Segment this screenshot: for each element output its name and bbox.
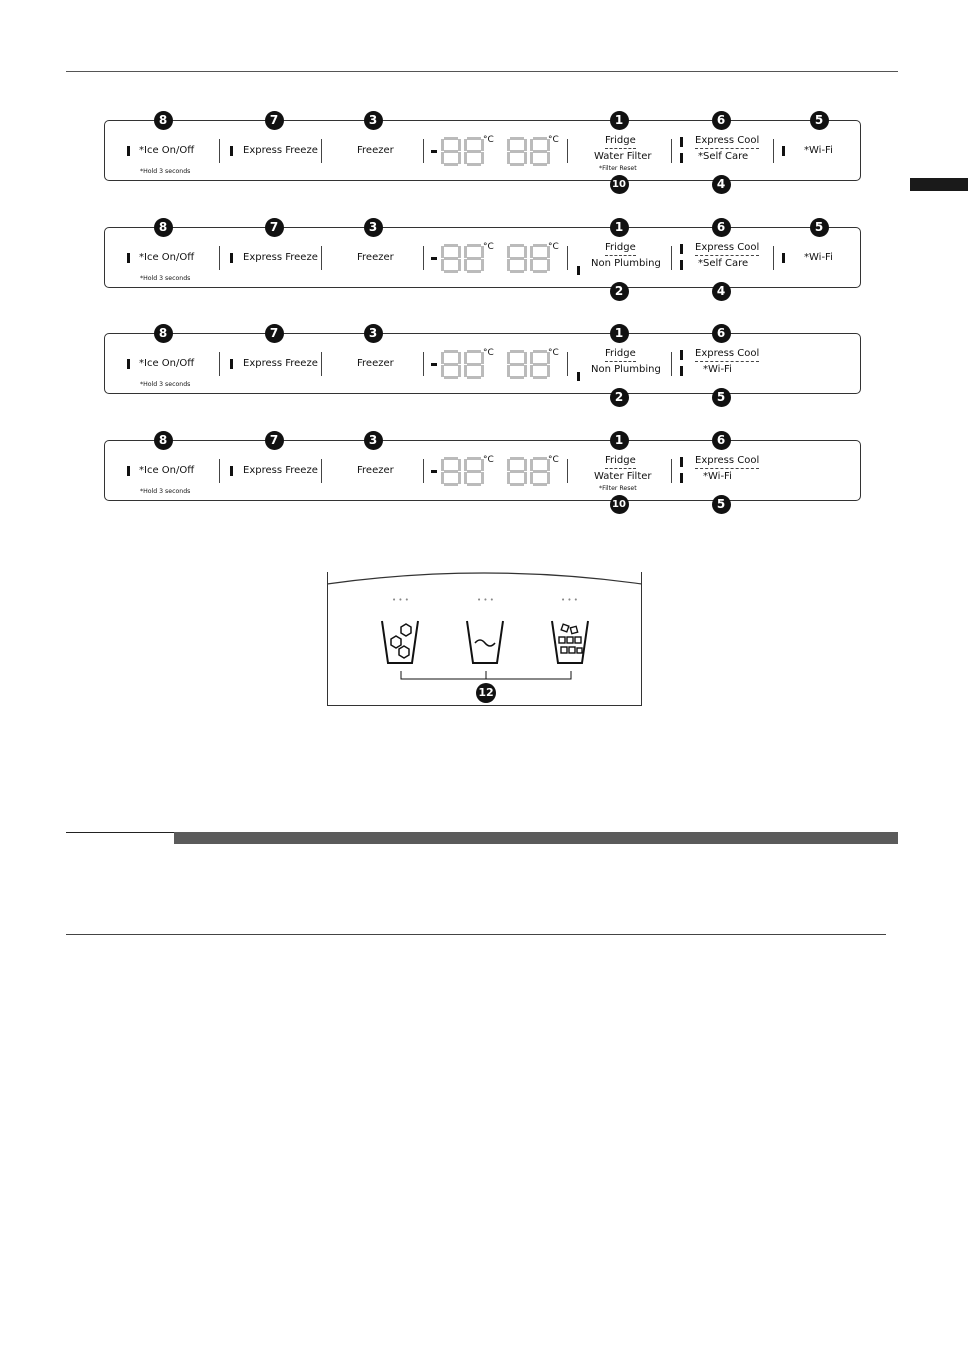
freezer-temp-display bbox=[431, 457, 491, 487]
ice-button[interactable]: *Ice On/Off bbox=[139, 252, 195, 263]
express-cool-indicator bbox=[680, 457, 683, 467]
callout-6: 6 bbox=[712, 324, 731, 343]
fridge-sub-label: Non Plumbing bbox=[591, 258, 661, 269]
freezer-temp-unit: °C bbox=[483, 348, 494, 358]
callout-6: 6 bbox=[712, 431, 731, 450]
ice-button[interactable]: *Ice On/Off bbox=[139, 358, 195, 369]
secondary-indicator bbox=[680, 366, 683, 376]
water-icon[interactable] bbox=[463, 618, 507, 666]
wifi-button[interactable]: *Wi-Fi bbox=[804, 252, 833, 263]
section-tab-marker bbox=[910, 178, 968, 191]
ice-button[interactable]: *Ice On/Off bbox=[139, 465, 195, 476]
freezer-temp-unit: °C bbox=[483, 455, 494, 465]
express-cool-indicator bbox=[680, 137, 683, 147]
divider bbox=[423, 139, 424, 163]
section-rule-black bbox=[66, 832, 174, 833]
section-header-bar bbox=[174, 832, 898, 844]
freezer-temp-display bbox=[431, 244, 491, 274]
fridge-button[interactable]: Fridge bbox=[605, 348, 636, 362]
callout-5: 5 bbox=[810, 111, 829, 130]
callout-8: 8 bbox=[154, 324, 173, 343]
freezer-button[interactable]: Freezer bbox=[357, 358, 394, 369]
fridge-temp-unit: °C bbox=[548, 135, 559, 145]
filter-reset-note: *Filter Reset bbox=[599, 485, 637, 492]
express-freeze-button[interactable]: Express Freeze bbox=[243, 145, 318, 156]
callout-3: 3 bbox=[364, 324, 383, 343]
express-cool-button[interactable]: Express Cool bbox=[695, 135, 759, 149]
fridge-temp-unit: °C bbox=[548, 242, 559, 252]
freezer-temp-display bbox=[431, 137, 491, 167]
express-freeze-indicator bbox=[230, 146, 233, 156]
callout-3: 3 bbox=[364, 111, 383, 130]
callout-4: 4 bbox=[712, 175, 731, 194]
divider bbox=[219, 352, 220, 376]
secondary-indicator bbox=[680, 473, 683, 483]
freezer-button[interactable]: Freezer bbox=[357, 145, 394, 156]
fridge-button[interactable]: Fridge bbox=[605, 242, 636, 256]
callout-1: 1 bbox=[610, 431, 629, 450]
dispenser-dots-3: • • • bbox=[561, 596, 578, 604]
divider bbox=[219, 139, 220, 163]
callout-1: 1 bbox=[610, 324, 629, 343]
express-cool-button[interactable]: Express Cool bbox=[695, 348, 759, 362]
self-care-button[interactable]: *Self Care bbox=[698, 258, 749, 269]
control-panel-1 bbox=[104, 120, 861, 181]
callout-6: 6 bbox=[712, 111, 731, 130]
freezer-temp-unit: °C bbox=[483, 242, 494, 252]
fridge-button[interactable]: Fridge bbox=[605, 455, 636, 469]
ice-button[interactable]: *Ice On/Off bbox=[139, 145, 195, 156]
dispenser-dots-1: • • • bbox=[392, 596, 409, 604]
control-panel-3 bbox=[104, 333, 861, 394]
fridge-temp-unit: °C bbox=[548, 455, 559, 465]
divider bbox=[321, 139, 322, 163]
divider bbox=[567, 352, 568, 376]
dispenser-bracket bbox=[398, 670, 574, 684]
dispenser-dots-2: • • • bbox=[477, 596, 494, 604]
express-freeze-button[interactable]: Express Freeze bbox=[243, 358, 318, 369]
express-freeze-indicator bbox=[230, 359, 233, 369]
hold-note: *Hold 3 seconds bbox=[140, 275, 191, 282]
callout-6: 6 bbox=[712, 218, 731, 237]
divider bbox=[671, 246, 672, 270]
callout-1: 1 bbox=[610, 111, 629, 130]
divider bbox=[671, 139, 672, 163]
wifi-button[interactable]: *Wi-Fi bbox=[703, 471, 732, 482]
express-freeze-indicator bbox=[230, 466, 233, 476]
callout-7: 7 bbox=[265, 218, 284, 237]
ice-indicator bbox=[127, 253, 130, 263]
hold-note: *Hold 3 seconds bbox=[140, 488, 191, 495]
divider bbox=[567, 459, 568, 483]
callout-dispenser: 12 bbox=[476, 683, 496, 703]
callout-2: 2 bbox=[610, 282, 629, 301]
divider bbox=[423, 246, 424, 270]
divider bbox=[321, 459, 322, 483]
ice-indicator bbox=[127, 466, 130, 476]
wifi-button[interactable]: *Wi-Fi bbox=[703, 364, 732, 375]
fridge-sub-label: Water Filter bbox=[594, 151, 652, 162]
callout-5: 5 bbox=[810, 218, 829, 237]
wifi-button[interactable]: *Wi-Fi bbox=[804, 145, 833, 156]
callout-4: 4 bbox=[712, 282, 731, 301]
divider bbox=[423, 352, 424, 376]
callout-10: 10 bbox=[610, 495, 629, 514]
fridge-temp-unit: °C bbox=[548, 348, 559, 358]
hold-note: *Hold 3 seconds bbox=[140, 381, 191, 388]
express-freeze-button[interactable]: Express Freeze bbox=[243, 465, 318, 476]
express-freeze-button[interactable]: Express Freeze bbox=[243, 252, 318, 263]
callout-7: 7 bbox=[265, 324, 284, 343]
divider bbox=[671, 352, 672, 376]
ice-indicator bbox=[127, 146, 130, 156]
non-plumbing-indicator bbox=[577, 266, 580, 275]
callout-3: 3 bbox=[364, 218, 383, 237]
callout-8: 8 bbox=[154, 431, 173, 450]
control-panel-4 bbox=[104, 440, 861, 501]
freezer-button[interactable]: Freezer bbox=[357, 465, 394, 476]
fridge-sub-label: Non Plumbing bbox=[591, 364, 661, 375]
callout-8: 8 bbox=[154, 111, 173, 130]
divider bbox=[321, 246, 322, 270]
secondary-indicator bbox=[680, 153, 683, 163]
express-cool-button[interactable]: Express Cool bbox=[695, 455, 759, 469]
non-plumbing-indicator bbox=[577, 372, 580, 381]
callout-5: 5 bbox=[712, 388, 731, 407]
self-care-button[interactable]: *Self Care bbox=[698, 151, 749, 162]
callout-7: 7 bbox=[265, 111, 284, 130]
express-freeze-indicator bbox=[230, 253, 233, 263]
fridge-sub-label: Water Filter bbox=[594, 471, 652, 482]
divider bbox=[671, 459, 672, 483]
express-cool-button[interactable]: Express Cool bbox=[695, 242, 759, 256]
wifi-indicator bbox=[782, 253, 785, 263]
ice-indicator bbox=[127, 359, 130, 369]
callout-8: 8 bbox=[154, 218, 173, 237]
divider bbox=[773, 139, 774, 163]
divider bbox=[423, 459, 424, 483]
callout-5: 5 bbox=[712, 495, 731, 514]
section-rule bbox=[66, 934, 886, 935]
filter-reset-note: *Filter Reset bbox=[599, 165, 637, 172]
hold-note: *Hold 3 seconds bbox=[140, 168, 191, 175]
divider bbox=[219, 246, 220, 270]
top-rule bbox=[66, 71, 898, 72]
divider bbox=[219, 459, 220, 483]
divider bbox=[773, 246, 774, 270]
express-cool-indicator bbox=[680, 350, 683, 360]
freezer-temp-unit: °C bbox=[483, 135, 494, 145]
divider bbox=[567, 139, 568, 163]
cubed-ice-icon[interactable] bbox=[548, 618, 592, 666]
fridge-button[interactable]: Fridge bbox=[605, 135, 636, 149]
callout-1: 1 bbox=[610, 218, 629, 237]
callout-7: 7 bbox=[265, 431, 284, 450]
freezer-temp-display bbox=[431, 350, 491, 380]
control-panel-2 bbox=[104, 227, 861, 288]
callout-3: 3 bbox=[364, 431, 383, 450]
freezer-button[interactable]: Freezer bbox=[357, 252, 394, 263]
dispenser-panel bbox=[327, 572, 642, 706]
callout-10: 10 bbox=[610, 175, 629, 194]
divider bbox=[321, 352, 322, 376]
wifi-indicator bbox=[782, 146, 785, 156]
express-cool-indicator bbox=[680, 244, 683, 254]
crushed-ice-icon[interactable] bbox=[378, 618, 422, 666]
callout-2: 2 bbox=[610, 388, 629, 407]
divider bbox=[567, 246, 568, 270]
secondary-indicator bbox=[680, 260, 683, 270]
